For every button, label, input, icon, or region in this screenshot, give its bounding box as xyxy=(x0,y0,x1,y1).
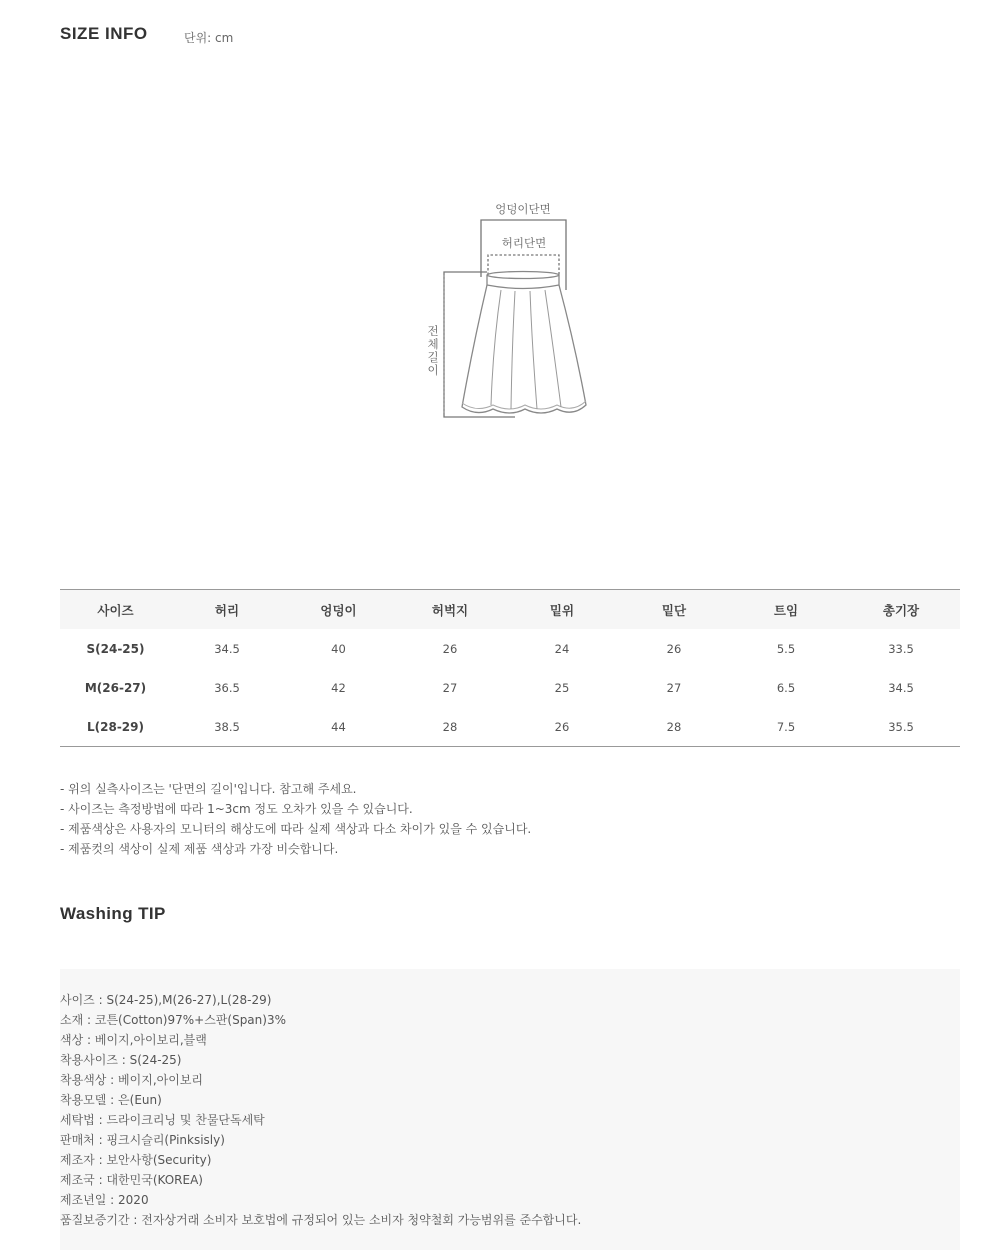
table-cell: 34.5 xyxy=(888,680,914,695)
info-line: 제조국 : 대한민국(KOREA) xyxy=(60,1173,203,1187)
table-cell: 27 xyxy=(666,680,682,695)
info-line: 품질보증기간 : 전자상거래 소비자 보호법에 규정되어 있는 소비자 청약철회 가능범위를 준수합니다. xyxy=(60,1213,582,1227)
table-cell: 26 xyxy=(666,641,682,656)
table-cell: 28 xyxy=(666,719,682,734)
note-line: - 제품색상은 사용자의 모니터의 해상도에 따라 실제 색상과 다소 차이가 있을 수 있습니다. xyxy=(60,822,532,836)
hip-label: 엉덩이단면 xyxy=(495,202,551,216)
skirt-size-diagram xyxy=(415,195,605,430)
length-label-char: 체 xyxy=(427,337,439,351)
table-header-row xyxy=(60,590,960,630)
table-cell: 7.5 xyxy=(776,719,796,734)
note-line: - 위의 실측사이즈는 '단면의 길이'입니다. 참고해 주세요. xyxy=(60,782,357,796)
table-cell: 35.5 xyxy=(888,719,914,734)
table-cell: 24 xyxy=(554,641,570,656)
table-cell: 25 xyxy=(554,680,570,695)
washing-tip-title: Washing TIP xyxy=(60,904,166,923)
unit-label: 단위: cm xyxy=(184,31,234,45)
table-cell: 34.5 xyxy=(214,641,240,656)
table-cell: 26 xyxy=(554,719,570,734)
size-cell: L(28-29) xyxy=(87,719,144,734)
info-line: 소재 : 코튼(Cotton)97%+스판(Span)3% xyxy=(60,1013,286,1027)
table-cell: 33.5 xyxy=(888,641,914,656)
length-label-char: 길 xyxy=(427,350,439,364)
note-line: - 제품컷의 색상이 실제 제품 색상과 가장 비슷합니다. xyxy=(60,842,339,856)
table-cell: 26 xyxy=(442,641,458,656)
header-waist: 허리 xyxy=(171,590,283,630)
size-table xyxy=(60,589,960,747)
table-row xyxy=(60,707,960,747)
info-line: 세탁법 : 드라이크리닝 및 찬물단독세탁 xyxy=(60,1113,265,1127)
header-thigh: 허벅지 xyxy=(394,590,506,630)
size-notes xyxy=(60,779,531,859)
table-row xyxy=(60,668,960,707)
info-line: 착용사이즈 : S(24-25) xyxy=(60,1053,182,1067)
info-line: 착용모델 : 은(Eun) xyxy=(60,1093,162,1107)
skirt-illustration xyxy=(462,272,586,414)
product-info-list xyxy=(60,990,581,1230)
table-cell: 40 xyxy=(331,641,346,656)
info-line: 착용색상 : 베이지,아이보리 xyxy=(60,1073,203,1087)
table-row xyxy=(60,629,960,668)
info-line: 제조년일 : 2020 xyxy=(60,1193,149,1207)
info-line: 판매처 : 핑크시슬리(Pinksisly) xyxy=(60,1133,225,1147)
info-line: 색상 : 베이지,아이보리,블랙 xyxy=(60,1033,207,1047)
header-total-length: 총기장 xyxy=(842,590,960,630)
table-cell: 6.5 xyxy=(776,680,796,695)
table-cell: 5.5 xyxy=(776,641,796,656)
header-size: 사이즈 xyxy=(60,590,171,630)
table-cell: 27 xyxy=(442,680,458,695)
table-cell: 38.5 xyxy=(214,719,240,734)
length-label-char: 이 xyxy=(427,363,439,377)
table-cell: 36.5 xyxy=(214,680,240,695)
header-hem: 밑단 xyxy=(618,590,730,630)
table-cell: 28 xyxy=(442,719,458,734)
header-rise: 밑위 xyxy=(506,590,618,630)
info-line: 제조자 : 보안사항(Security) xyxy=(60,1153,212,1167)
length-measure-line xyxy=(444,272,515,417)
size-info-title: SIZE INFO xyxy=(60,24,148,43)
waist-label: 허리단면 xyxy=(501,236,547,250)
size-cell: M(26-27) xyxy=(84,680,147,695)
header-hip: 엉덩이 xyxy=(283,590,394,630)
size-cell: S(24-25) xyxy=(86,641,145,656)
info-line: 사이즈 : S(24-25),M(26-27),L(28-29) xyxy=(60,993,272,1007)
table-cell: 44 xyxy=(331,719,346,734)
note-line: - 사이즈는 측정방법에 따라 1~3cm 정도 오차가 있을 수 있습니다. xyxy=(60,802,413,816)
table-cell: 42 xyxy=(331,680,346,695)
length-label-char: 전 xyxy=(427,324,439,338)
header-slit: 트임 xyxy=(730,590,842,630)
